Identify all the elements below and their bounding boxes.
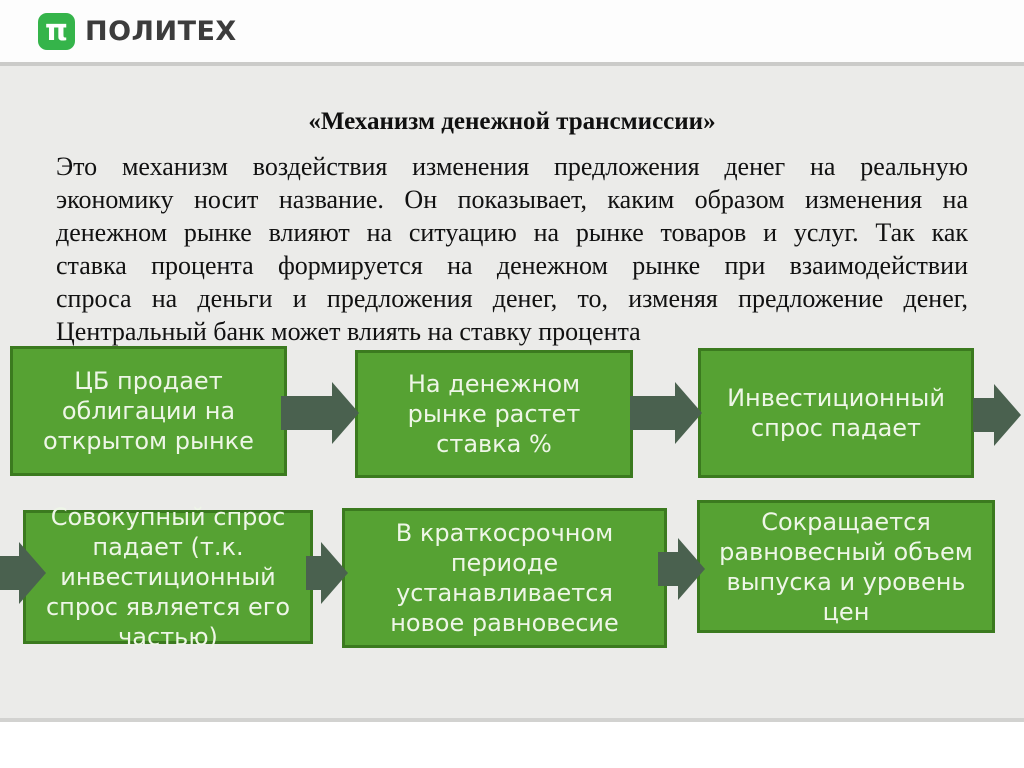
pi-logo-icon: π (38, 13, 75, 50)
flow-box-cb-sells-bonds: ЦБ продает облигации на открытом рынке (10, 346, 287, 476)
flow-box-new-equilibrium: В краткосрочном периоде устанавливается новое равновесие (342, 508, 667, 648)
flow-arrow-right-icon (973, 384, 1021, 446)
flow-box-investment-demand-falls: Инвестиционный спрос падает (698, 348, 974, 478)
flow-box-output-and-prices-fall: Сокращается равновесный объем выпуска и уровень цен (697, 500, 995, 633)
paragraph-line: денежном рынке влияют на ситуацию на рынке товаров и услуг. Так как (56, 218, 968, 247)
paragraph-line: экономику носит название. Он показывает, каким образом изменения на (56, 185, 968, 214)
paragraph-line: Это механизм воздействия изменения предложения денег на реальную (56, 152, 968, 181)
flow-arrow-right-icon (0, 542, 46, 604)
flow-arrow-right-icon (630, 382, 702, 444)
slide-body (0, 66, 1024, 722)
body-paragraph (56, 150, 968, 348)
paragraph-line: спроса на деньги и предложения денег, то, изменяя предложение денег, (56, 284, 968, 313)
paragraph-line: Центральный банк может влиять на ставку процента (56, 317, 641, 346)
flow-box-aggregate-demand-falls: Совокупный спрос падает (т.к. инвестиционный спрос является его частью) (23, 510, 313, 644)
footer-bar (0, 722, 1024, 768)
header-bar (0, 0, 1024, 66)
slide-title: «Механизм денежной трансмиссии» (308, 108, 716, 135)
flow-box-money-market-rate-rises: На денежном рынке растет ставка % (355, 350, 633, 478)
flow-arrow-right-icon (306, 542, 348, 604)
paragraph-line: ставка процента формируется на денежном рынке при взаимодействии (56, 251, 968, 280)
politech-logo (38, 13, 237, 50)
logo-text: ПОЛИТЕХ (85, 15, 237, 47)
flow-arrow-right-icon (281, 382, 359, 444)
flow-arrow-right-icon (658, 538, 705, 600)
